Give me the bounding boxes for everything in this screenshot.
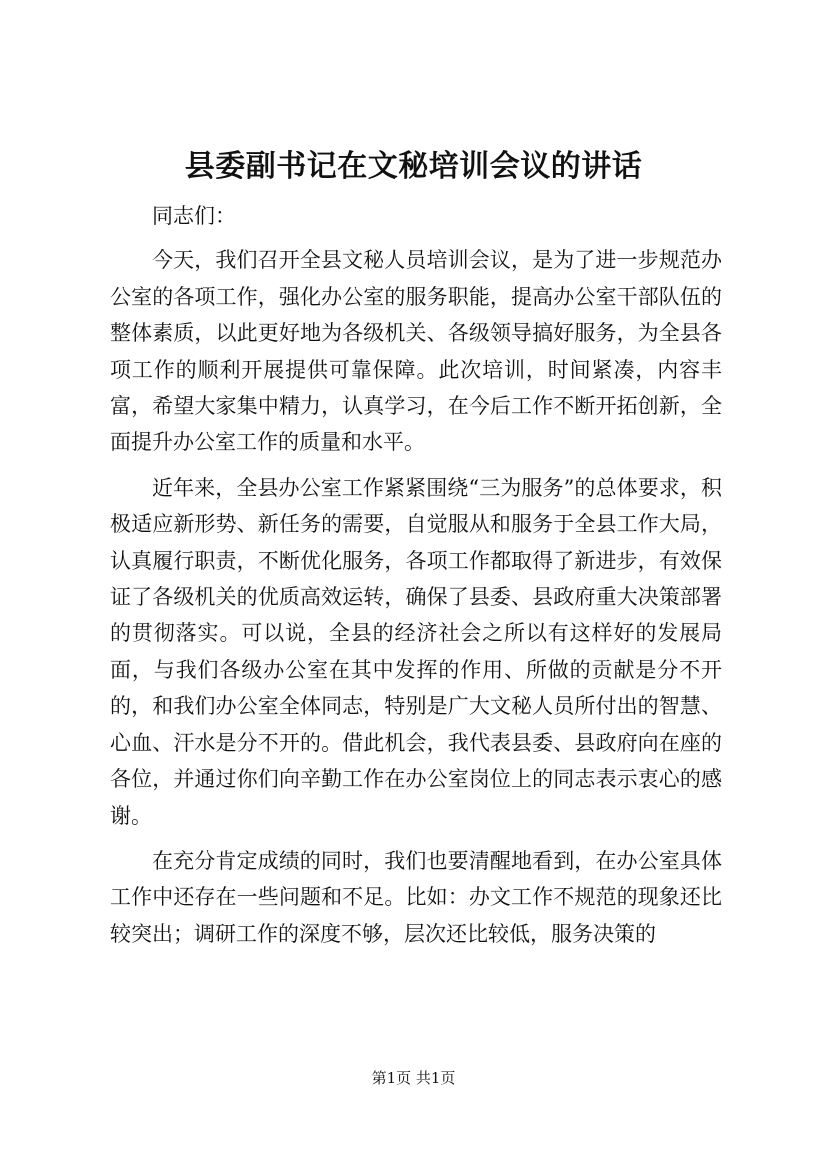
paragraph-3: 在充分肯定成绩的同时，我们也要清醒地看到，在办公室具体工作中还存在一些问题和不足。比如：办文工作不规范的现象还比较突出；调研工作的深度不够，层次还比较低，服务决策的 — [110, 848, 722, 946]
paragraph-1: 今天，我们召开全县文秘人员培训会议，是为了进一步规范办公室的各项工作，强化办公室的服务职能，提高办公室干部队伍的整体素质，以此更好地为各级机关、各级领导搞好服务，为全县各项工作的顺利开展提供可靠保障。此次培训，时间紧凑，内容丰富，希望大家集中精力，认真学习，在今后工作不断开拓创新，全面提升办公室工作的质量和水平。 — [110, 248, 722, 455]
paragraph-2: 近年来，全县办公室工作紧紧围绕“三为服务”的总体要求，积极适应新形势、新任务的需要，自觉服从和服务于全县工作大局，认真履行职责，不断优化服务，各项工作都取得了新进步，有效保证了各级机关的优质高效运转，确保了县委、县政府重大决策部署的贯彻落实。可以说，全县的经济社会之所以有这样好的发展局面，与我们各级办公室在其中发挥的作用、所做的贡献是分不开的，和我们办公室全体同志，特别是广大文秘人员所付出的智慧、心血、汗水是分不开的。借此机会，我代表县委、县政府向在座的各位，并通过你们向辛勤工作在办公室岗位上的同志表示衷心的感谢。 — [110, 475, 722, 828]
document-body — [110, 198, 722, 961]
page-title: 县委副书记在文秘培训会议的讲话 — [184, 149, 643, 184]
page-footer: 第1页 共1页 — [371, 1069, 456, 1087]
salutation: 同志们： — [152, 204, 236, 228]
